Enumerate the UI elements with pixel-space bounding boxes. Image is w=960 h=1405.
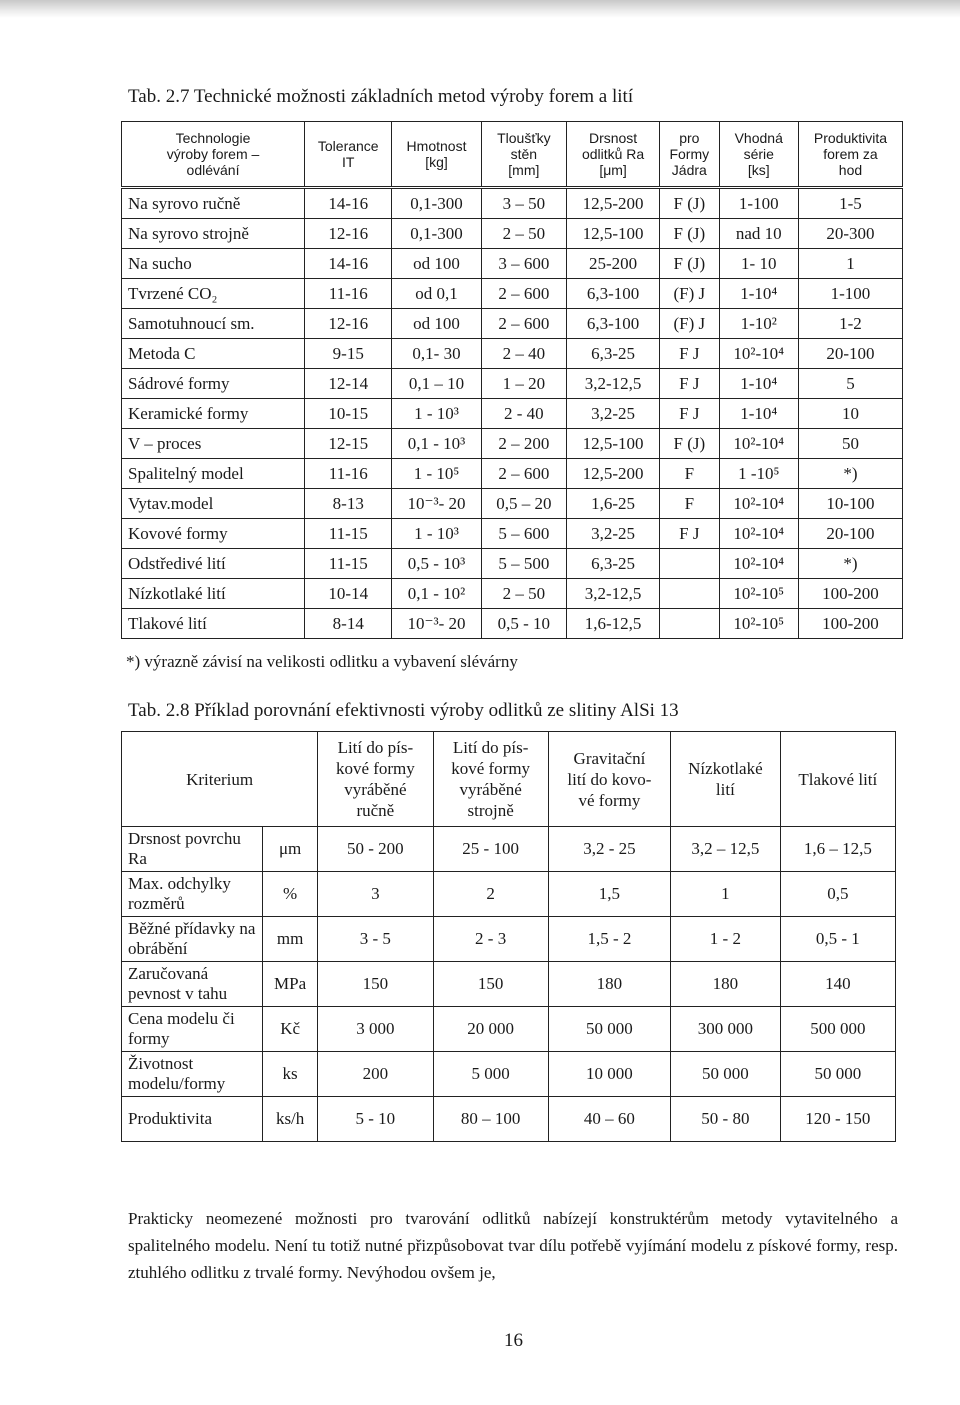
table-cell: 5 – 500 [481, 549, 566, 579]
table-cell: 50 000 [671, 1052, 781, 1097]
row-label: Životnost modelu/formy [122, 1052, 263, 1097]
table-cell [660, 549, 719, 579]
table2-header-line: Lití do pís- [337, 738, 414, 757]
table1-header-1 [305, 122, 392, 188]
table-cell: mm [263, 917, 318, 962]
table-cell: 180 [548, 962, 670, 1007]
table-cell: 0,5 – 20 [481, 489, 566, 519]
table-cell: 0,5 - 10 [481, 609, 566, 639]
table-cell: 1,5 - 2 [548, 917, 670, 962]
table-cell: 2 – 600 [481, 279, 566, 309]
table2-body [122, 827, 896, 1142]
row-label: Nízkotlaké lití [122, 579, 305, 609]
table2-header-line: kové formy [335, 759, 415, 778]
table1-header-line: Hmotnost [406, 138, 467, 154]
table-cell: 180 [671, 962, 781, 1007]
row-label: Tvrzené CO₂ [122, 279, 305, 309]
table-cell: od 0,1 [392, 279, 481, 309]
table-row [122, 872, 896, 917]
table-cell: F (J) [660, 219, 719, 249]
table1-header-line: odlitků Ra [581, 146, 645, 162]
page-number: 16 [504, 1330, 523, 1351]
table1-header-line: [μm] [599, 162, 627, 178]
row-label: Samotuhnoucí sm. [122, 309, 305, 339]
table-cell: 2 - 3 [433, 917, 548, 962]
table1-header-row [122, 122, 903, 188]
row-label: Na syrovo ručně [122, 188, 305, 219]
table-cell: 3 [318, 872, 433, 917]
table2-header-line: Tlakové lití [798, 769, 878, 789]
table1-header-line: [ks] [747, 162, 770, 178]
row-label: V – proces [122, 429, 305, 459]
table-cell: 0,5 - 10³ [392, 549, 481, 579]
table2-header-line: ručně [356, 801, 395, 820]
table-cell: 10-100 [798, 489, 902, 519]
table2-header-line: Lití do pís- [452, 738, 529, 757]
table-cell: F (J) [660, 188, 719, 219]
table-cell: 1 - 10³ [392, 399, 481, 429]
table-cell: 1-10⁴ [719, 279, 798, 309]
table-cell: 3,2 - 25 [548, 827, 670, 872]
table-cell: 5 [798, 369, 902, 399]
table-cell: 140 [780, 962, 895, 1007]
table-cell: MPa [263, 962, 318, 1007]
row-label: Na syrovo strojně [122, 219, 305, 249]
row-label: Vytav.model [122, 489, 305, 519]
table2-header-line: kové formy [451, 759, 531, 778]
table1-header-line: Drsnost [588, 130, 638, 146]
table-cell: 20-100 [798, 339, 902, 369]
table-cell: 120 - 150 [780, 1097, 895, 1142]
table-cell: F J [660, 519, 719, 549]
table-cell: 12-16 [305, 309, 392, 339]
table-cell: 3,2-12,5 [567, 579, 660, 609]
table-cell: 50 - 80 [671, 1097, 781, 1142]
table2-header-3 [548, 732, 670, 827]
table-cell: 1-100 [798, 279, 902, 309]
table-row [122, 309, 903, 339]
table-cell: 14-16 [305, 249, 392, 279]
table-cell: 0,5 [780, 872, 895, 917]
table-cell: 100-200 [798, 609, 902, 639]
table-cell: (F) J [660, 279, 719, 309]
row-label: Max. odchylky rozměrů [122, 872, 263, 917]
table-cell: 50 [798, 429, 902, 459]
table-cell: 50 000 [548, 1007, 670, 1052]
table-row [122, 549, 903, 579]
table-cell: 10²-10⁵ [719, 579, 798, 609]
table-cell: 3,2-12,5 [567, 369, 660, 399]
table-cell: 25-200 [567, 249, 660, 279]
table-row [122, 429, 903, 459]
table-cell: 20-100 [798, 519, 902, 549]
table1-body [122, 188, 903, 639]
table1-header-line: odlévání [186, 162, 240, 178]
table-cell: Kč [263, 1007, 318, 1052]
table-cell: 12-14 [305, 369, 392, 399]
table-cell: 1-10² [719, 309, 798, 339]
table-cell: 10 000 [548, 1052, 670, 1097]
table-cell: 12,5-100 [567, 219, 660, 249]
table-cell: 6,3-100 [567, 279, 660, 309]
table-cell: 1 [798, 249, 902, 279]
table2-header-line: lití do kovo- [567, 769, 652, 789]
table2-header-line: lití [715, 780, 735, 799]
body-paragraph: Prakticky neomezené možnosti pro tvarování odlitků nabízejí konstruktérům metody vytavitelného a spalitelného modelu. Není tu totiž nutné přizpůsobovat tvar dílu potřebě vyjímání modelu z pískové formy, resp. ztuhlého odlitku z trvalé formy. Nevýhodou ovšem je, [128, 1209, 898, 1282]
table-cell: *) [798, 549, 902, 579]
table-cell: 10²-10⁴ [719, 429, 798, 459]
table-cell: 25 - 100 [433, 827, 548, 872]
table-row [122, 339, 903, 369]
table-cell: 10 [798, 399, 902, 429]
table2-header-5 [780, 732, 895, 827]
table-row [122, 609, 903, 639]
table-row [122, 917, 896, 962]
table-cell: 8-13 [305, 489, 392, 519]
table1-header-line: [mm] [508, 162, 540, 178]
table-cell: nad 10 [719, 219, 798, 249]
table-cell: 2 – 50 [481, 219, 566, 249]
table2-header-line: vyráběné [344, 780, 407, 799]
table1-header-line: Tloušťky [497, 130, 551, 146]
table1-header-line: Produktivita [813, 130, 888, 146]
table-cell: 1,5 [548, 872, 670, 917]
table-cell: 1-5 [798, 188, 902, 219]
table1-header-4 [567, 122, 660, 188]
table-cell: μm [263, 827, 318, 872]
row-label: Sádrové formy [122, 369, 305, 399]
table-cell: 0,5 - 1 [780, 917, 895, 962]
table1-header-6 [719, 122, 798, 188]
table-cell: 2 - 40 [481, 399, 566, 429]
table-cell: 10⁻³- 20 [392, 609, 481, 639]
table-row [122, 279, 903, 309]
table-cell: 6,3-25 [567, 339, 660, 369]
table-cell: 12,5-100 [567, 429, 660, 459]
table-cell: F (J) [660, 429, 719, 459]
table-cell: 0,1- 30 [392, 339, 481, 369]
table-cell: 3,2-25 [567, 399, 660, 429]
table-row [122, 369, 903, 399]
table-cell: 3,2-25 [567, 519, 660, 549]
table-row [122, 188, 903, 219]
table-cell: 11-16 [305, 279, 392, 309]
casting-methods-table [121, 121, 903, 639]
table-cell: 20 000 [433, 1007, 548, 1052]
row-label: Tlakové lití [122, 609, 305, 639]
table-cell: 1- 10 [719, 249, 798, 279]
row-label: Spalitelný model [122, 459, 305, 489]
table-cell: 2 – 50 [481, 579, 566, 609]
table2-header-0 [122, 732, 318, 827]
row-label: Metoda C [122, 339, 305, 369]
table1-header-line: [kg] [425, 154, 448, 170]
table-cell: F [660, 459, 719, 489]
table-row [122, 519, 903, 549]
table-cell: % [263, 872, 318, 917]
table1-header-line: hod [838, 162, 863, 178]
row-label: Keramické formy [122, 399, 305, 429]
table-row [122, 1097, 896, 1142]
table-cell: 11-15 [305, 549, 392, 579]
table-cell: (F) J [660, 309, 719, 339]
row-label: Produktivita [122, 1097, 263, 1142]
table-cell: 1 [671, 872, 781, 917]
table2-header-1 [318, 732, 433, 827]
table-cell: 2 – 200 [481, 429, 566, 459]
row-label: Na sucho [122, 249, 305, 279]
table2-header-4 [671, 732, 781, 827]
table-cell: 0,1 – 10 [392, 369, 481, 399]
footnote: *) výrazně závisí na velikosti odlitku a vybavení slévárny [126, 652, 518, 671]
table-cell: 12,5-200 [567, 459, 660, 489]
table2-header-line: strojně [467, 801, 514, 820]
table-row [122, 579, 903, 609]
table2-header-2 [433, 732, 548, 827]
table-cell: 500 000 [780, 1007, 895, 1052]
table-cell: F [660, 489, 719, 519]
table-row [122, 249, 903, 279]
table-cell: 50 000 [780, 1052, 895, 1097]
table-row [122, 827, 896, 872]
row-label: Kovové formy [122, 519, 305, 549]
table-cell: *) [798, 459, 902, 489]
table-cell: 300 000 [671, 1007, 781, 1052]
table-cell: 0,1-300 [392, 188, 481, 219]
table-cell: 2 – 600 [481, 459, 566, 489]
table-cell: 10²-10⁴ [719, 339, 798, 369]
table-cell: 80 – 100 [433, 1097, 548, 1142]
table1-header-line: forem za [823, 146, 878, 162]
table-row [122, 399, 903, 429]
row-label: Zaručovaná pevnost v tahu [122, 962, 263, 1007]
table1-header-0 [122, 122, 305, 188]
table1-header-line: Jádra [671, 162, 707, 178]
table-cell: od 100 [392, 249, 481, 279]
table-cell: 5 - 10 [318, 1097, 433, 1142]
table-cell: 5 000 [433, 1052, 548, 1097]
row-label: Odstředivé lití [122, 549, 305, 579]
table-cell: 5 – 600 [481, 519, 566, 549]
table1-caption: Tab. 2.7 Technické možnosti základních metod výroby forem a lití [128, 86, 634, 107]
table-cell: 1 -10⁵ [719, 459, 798, 489]
table-cell: F J [660, 369, 719, 399]
table-cell: 100-200 [798, 579, 902, 609]
table-cell: 1-10⁴ [719, 369, 798, 399]
table-cell [660, 579, 719, 609]
table1-header-line: série [743, 146, 774, 162]
table-cell: 1,6 – 12,5 [780, 827, 895, 872]
table-cell: ks [263, 1052, 318, 1097]
table2-header-line: vé formy [578, 790, 641, 810]
table1-header-line: Tolerance [317, 138, 379, 154]
table1-header-line: výroby forem – [166, 146, 260, 162]
table-row [122, 459, 903, 489]
table-cell: 1,6-25 [567, 489, 660, 519]
table-cell: 200 [318, 1052, 433, 1097]
table-cell: 10²-10⁴ [719, 489, 798, 519]
scan-edge [0, 0, 960, 18]
table-cell: F J [660, 399, 719, 429]
table-cell: 8-14 [305, 609, 392, 639]
table-cell: od 100 [392, 309, 481, 339]
table-cell: 1 - 2 [671, 917, 781, 962]
table1-header-7 [798, 122, 902, 188]
table-cell: 3 – 50 [481, 188, 566, 219]
table-cell: 3 000 [318, 1007, 433, 1052]
table-cell: 2 – 40 [481, 339, 566, 369]
table-cell: 14-16 [305, 188, 392, 219]
table-cell: 3,2 – 12,5 [671, 827, 781, 872]
table-cell: 1 - 10⁵ [392, 459, 481, 489]
table-cell: 3 - 5 [318, 917, 433, 962]
table1-header-line: IT [342, 154, 355, 170]
table2-header-row [122, 732, 896, 827]
table2-header-line: vyráběné [459, 780, 522, 799]
table-cell: 2 – 600 [481, 309, 566, 339]
table-cell: 10²-10⁴ [719, 519, 798, 549]
table1-header-5 [660, 122, 719, 188]
table-row [122, 1052, 896, 1097]
table-cell: 12-16 [305, 219, 392, 249]
table1-header-line: pro [679, 130, 700, 146]
table2-header-line: Gravitační [573, 748, 646, 768]
table-cell: 1 – 20 [481, 369, 566, 399]
table-cell: 3 – 600 [481, 249, 566, 279]
table-cell: 10-15 [305, 399, 392, 429]
table-cell: 0,1 - 10³ [392, 429, 481, 459]
table-cell: F (J) [660, 249, 719, 279]
table-cell: 9-15 [305, 339, 392, 369]
table-cell: 6,3-25 [567, 549, 660, 579]
table-cell: 1-2 [798, 309, 902, 339]
table-cell: 1,6-12,5 [567, 609, 660, 639]
row-label: Cena modelu či formy [122, 1007, 263, 1052]
table2-caption: Tab. 2.8 Příklad porovnání efektivnosti výroby odlitků ze slitiny AlSi 13 [128, 700, 679, 721]
table-cell: 40 – 60 [548, 1097, 670, 1142]
table1-header-line: Technologie [175, 130, 251, 146]
table-cell: 1-100 [719, 188, 798, 219]
table-row [122, 962, 896, 1007]
table-cell: 0,1-300 [392, 219, 481, 249]
table-cell: 10²-10⁴ [719, 549, 798, 579]
table-cell: 11-16 [305, 459, 392, 489]
table-row [122, 1007, 896, 1052]
table-cell: 11-15 [305, 519, 392, 549]
table2-header-line: Nízkotlaké [688, 759, 763, 778]
table-cell: 10²-10⁵ [719, 609, 798, 639]
table1-header-line: stěn [510, 146, 538, 162]
table-row [122, 489, 903, 519]
table-cell: 12-15 [305, 429, 392, 459]
table-cell: 150 [433, 962, 548, 1007]
table-cell: 0,1 - 10² [392, 579, 481, 609]
table-cell: 12,5-200 [567, 188, 660, 219]
table1-header-line: Formy [669, 146, 710, 162]
table-cell: 150 [318, 962, 433, 1007]
row-label: Běžné přídavky na obrábění [122, 917, 263, 962]
table1-header-2 [392, 122, 481, 188]
table-cell: 6,3-100 [567, 309, 660, 339]
table1-header-3 [481, 122, 566, 188]
row-label: Drsnost povrchu Ra [122, 827, 263, 872]
table-cell: ks/h [263, 1097, 318, 1142]
table2-header-line: Kriterium [186, 769, 254, 789]
efficiency-comparison-table [121, 731, 896, 1142]
table-cell [660, 609, 719, 639]
table-cell: 10-14 [305, 579, 392, 609]
table-cell: 20-300 [798, 219, 902, 249]
table-cell: 50 - 200 [318, 827, 433, 872]
table-cell: 1-10⁴ [719, 399, 798, 429]
table-cell: F J [660, 339, 719, 369]
table-cell: 10⁻³- 20 [392, 489, 481, 519]
table-row [122, 219, 903, 249]
table1-header-line: Vhodná [734, 130, 783, 146]
table-cell: 1 - 10³ [392, 519, 481, 549]
table-cell: 2 [433, 872, 548, 917]
